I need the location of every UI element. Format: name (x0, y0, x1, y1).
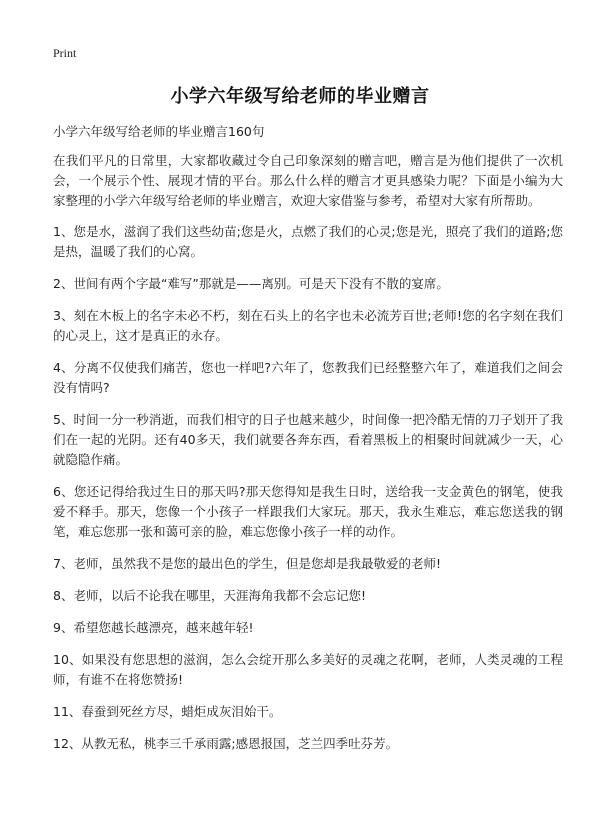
list-item: 10、如果没有您思想的滋润，怎么会绽开那么多美好的灵魂之花啊，老师，人类灵魂的工程师，有谁不在将您赞扬! (53, 652, 563, 687)
document-subtitle: 小学六年级写给老师的毕业赠言160句 (53, 124, 265, 139)
list-item: 6、您还记得给我过生日的那天吗?那天您得知是我生日时，送给我一支金黄色的钢笔，使我爱不释手。那天，您像一个小孩子一样跟我们大家玩。那天，我永生难忘，难忘您送我的钢笔，难忘您那一张和蔼可亲的脸，难忘您像小孩子一样的动作。 (53, 484, 563, 539)
list-item: 8、老师，以后不论我在哪里，天涯海角我都不会忘记您! (53, 588, 366, 603)
intro-paragraph: 在我们平凡的日常里，大家都收藏过令自己印象深刻的赠言吧，赠言是为他们提供了一次机会，一个展示个性、展现才情的平台。那么什么样的赠言才更具感染力呢？下面是小编为大家整理的小学六年级写给老师的毕业赠言，欢迎大家借鉴与参考，希望对大家有所帮助。 (53, 153, 563, 208)
list-item: 7、老师，虽然我不是您的最出色的学生，但是您却是我最敬爱的老师! (53, 556, 441, 571)
list-item: 2、世间有两个字最“难写”那就是——离别。可是天下没有不散的宴席。 (53, 276, 449, 291)
list-item: 11、春蚕到死丝方尽，蜡炬成灰泪始干。 (53, 704, 282, 719)
list-item: 3、刻在木板上的名字未必不朽，刻在石头上的名字也未必流芳百世;老师!您的名字刻在我们的心灵上，这才是真正的永存。 (53, 308, 563, 343)
list-item: 12、从教无私，桃李三千承雨露;感恩报国，芝兰四季吐芬芳。 (53, 736, 399, 751)
list-item: 9、希望您越长越漂亮，越来越年轻! (53, 620, 254, 635)
list-item: 5、时间一分一秒消逝，而我们相守的日子也越来越少，时间像一把冷酷无情的刀子划开了我们在一起的光阴。还有40多天，我们就要各奔东西，看着黑板上的相聚时间就减少一天，心就隐隐作痛。 (53, 412, 563, 467)
list-item: 1、您是水，滋润了我们这些幼苗;您是火，点燃了我们的心灵;您是光，照亮了我们的道路;您是热，温暖了我们的心窝。 (53, 224, 563, 259)
page-title: 小学六年级写给老师的毕业赠言 (170, 86, 430, 107)
document-body (53, 151, 563, 766)
list-item: 4、分离不仅使我们痛苦，您也一样吧?六年了，您教我们已经整整六年了，难道我们之间会没有情吗? (53, 360, 563, 395)
print-label: Print (53, 46, 77, 60)
